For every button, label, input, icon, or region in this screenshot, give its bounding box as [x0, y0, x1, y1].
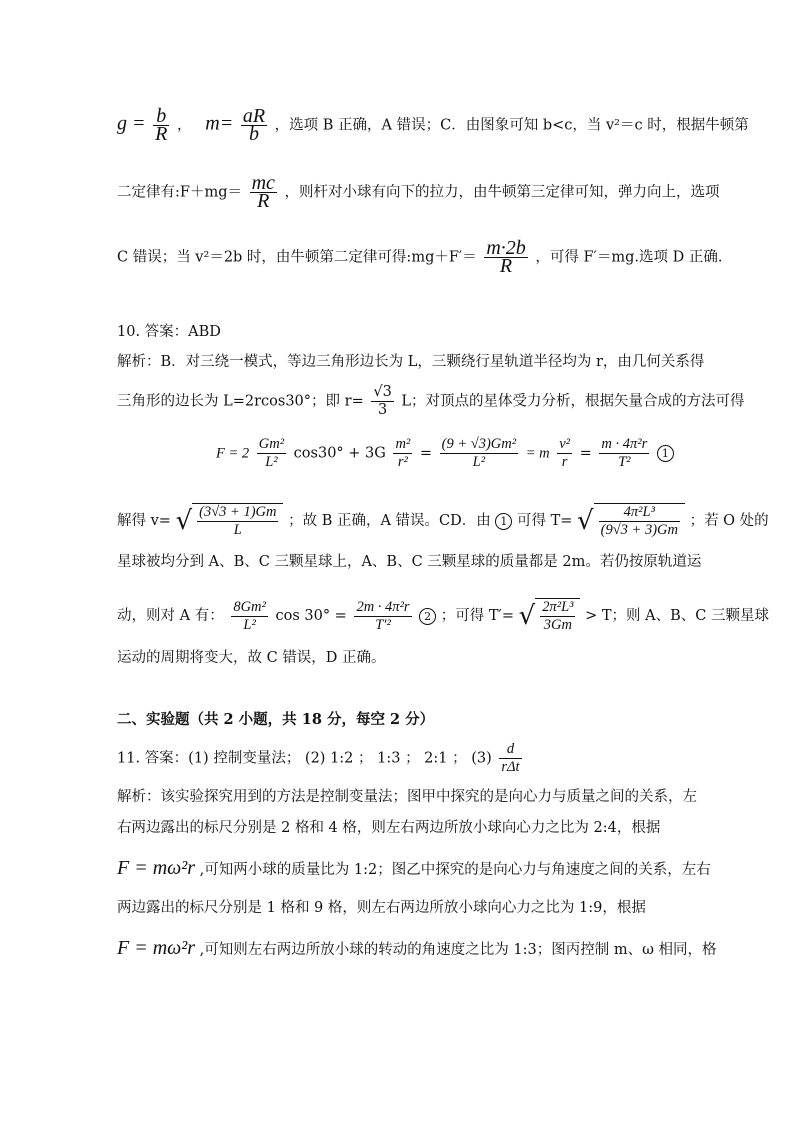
T-sqrt: √ $\frac{\text{4π²L³}}{(9√3 + 3)Gm}$ [577, 503, 685, 539]
p3-line: C 错误；当 v²＝2b 时，由牛顿第二定律可得:mg＋F′＝ $\frac{m\cdot 2b}{R}$ ，可得 F′＝mg.选项 D 正确. [117, 237, 723, 277]
q10-line2: 三角形的边长为 L=2rcos30°；即 r= $\frac{√3}{3}$ L；对顶点的星体受力分析，根据矢量合成的方法可得 [117, 384, 745, 418]
q11-line4: 两边露出的标尺分别是 1 格和 9 格，则左右两边所放小球向心力之比为 1:9，根据 [117, 900, 646, 916]
m-fraction: $\frac{aR}{b}$ [242, 105, 266, 145]
m-eq: m= [205, 112, 234, 135]
section-heading: 二、实验题（共 2 小题，共 18 分，每空 2 分） [117, 711, 435, 728]
q10-line7: 运动的周期将变大，故 C 错误，D 正确。 [117, 650, 386, 666]
q10-line4: 解得 v= √ $\frac{(3√3 + 1)Gm}{L}$ ；故 B 正确，A 错误。CD．由 1 可得 T= √ $\frac{\text{4π²L³}}{(9√3 + 3)Gm}$ ；若 O 处的 [117, 504, 769, 538]
q10-equation: F = 2 $\frac{\text{Gm²}}{\text{L²}}$ cos30° + 3G $\frac{\text{m²}}{\text{r²}}$ = $\frac{\text{(9 + √3)Gm²}}{\text{L²}}$ = m $\frac{\text{v²}}{r}$ = $\frac{\text{m · 4π²r}}{\text{T²}}$ 1 [216, 436, 674, 471]
p1-text: ，选项 B 正确，A 错误；C．由图象可知 b<c，当 v²＝c 时，根据牛顿第 [274, 117, 749, 134]
q10-line6: 动，则对 A 有： $\frac{\text{8Gm²}}{\text{L²}}$ cos 30° = $\frac{\text{2m · 4π²r}}{\text{T′²}}$ 2 ；可得 T′= √ $\frac{\text{2π²L³}}{3Gm}$ > T；则 A、B、C 三颗星球 [117, 598, 769, 633]
q11-line3: F = mω²r ,可知两小球的质量比为 1:2；图乙中探究的是向心力与角速度之间的关系，左右 [117, 857, 711, 879]
g-fraction: $\frac{b}{R}$ [155, 105, 168, 145]
formula-F: F = mω²r [117, 857, 196, 879]
q10-line1: 解析：B．对三绕一模式，等边三角形边长为 L，三颗绕行星轨道半径均为 r，由几何关系得 [117, 354, 705, 370]
d-fraction: $\frac{d}{\text{rΔt}}$ [501, 741, 520, 775]
circle-marker-1: 1 [657, 445, 674, 462]
q11-line1: 解析：该实验探究用到的方法是控制变量法；图甲中探究的是向心力与质量之间的关系，左 [117, 789, 697, 805]
q10-answer: 10. 答案：ABD [117, 324, 221, 340]
circle-marker-1b: 1 [495, 513, 512, 530]
q11-line5: F = mω²r ,可知则左右两边所放小球的转动的角速度之比为 1:3；图丙控制 m、ω 相同，格 [117, 937, 717, 959]
q10-line5: 星球被均分到 A、B、C 三颗星球上，A、B、C 三颗星球的质量都是 2m。若仍按原轨道运 [117, 554, 702, 570]
p1-line: g = $\frac{b}{R}$ ， m= $\frac{aR}{b}$ ，选项 B 正确，A 错误；C．由图象可知 b<c，当 v²＝c 时，根据牛顿第 [117, 105, 749, 145]
q11-line2: 右两边露出的标尺分别是 2 格和 4 格，则左右两边所放小球向心力之比为 2:4，根据 [117, 820, 661, 836]
q11-answer: 11. 答案：(1) 控制变量法； (2) 1:2 ； 1:3 ； 2:1 ； (3) $\frac{d}{\text{rΔt}}$ [117, 741, 520, 775]
p2-line: 二定律有:F＋mg＝ $\frac{mc}{R}$ ，则杆对小球有向下的拉力，由牛顿第三定律可知，弹力向上，选项 [117, 172, 720, 212]
formula-F-2: F = mω²r [117, 937, 196, 959]
v-sqrt: √ $\frac{(3√3 + 1)Gm}{L}$ [176, 503, 284, 539]
mc-fraction: $\frac{mc}{R}$ [251, 172, 275, 212]
m2b-fraction: $\frac{m\cdot 2b}{R}$ [486, 237, 526, 277]
g-eq: g = [117, 112, 146, 135]
Tprime-sqrt: √ $\frac{\text{2π²L³}}{3Gm}$ [519, 598, 581, 634]
circle-marker-2: 2 [419, 608, 436, 625]
r-fraction: $\frac{√3}{3}$ [373, 384, 392, 418]
